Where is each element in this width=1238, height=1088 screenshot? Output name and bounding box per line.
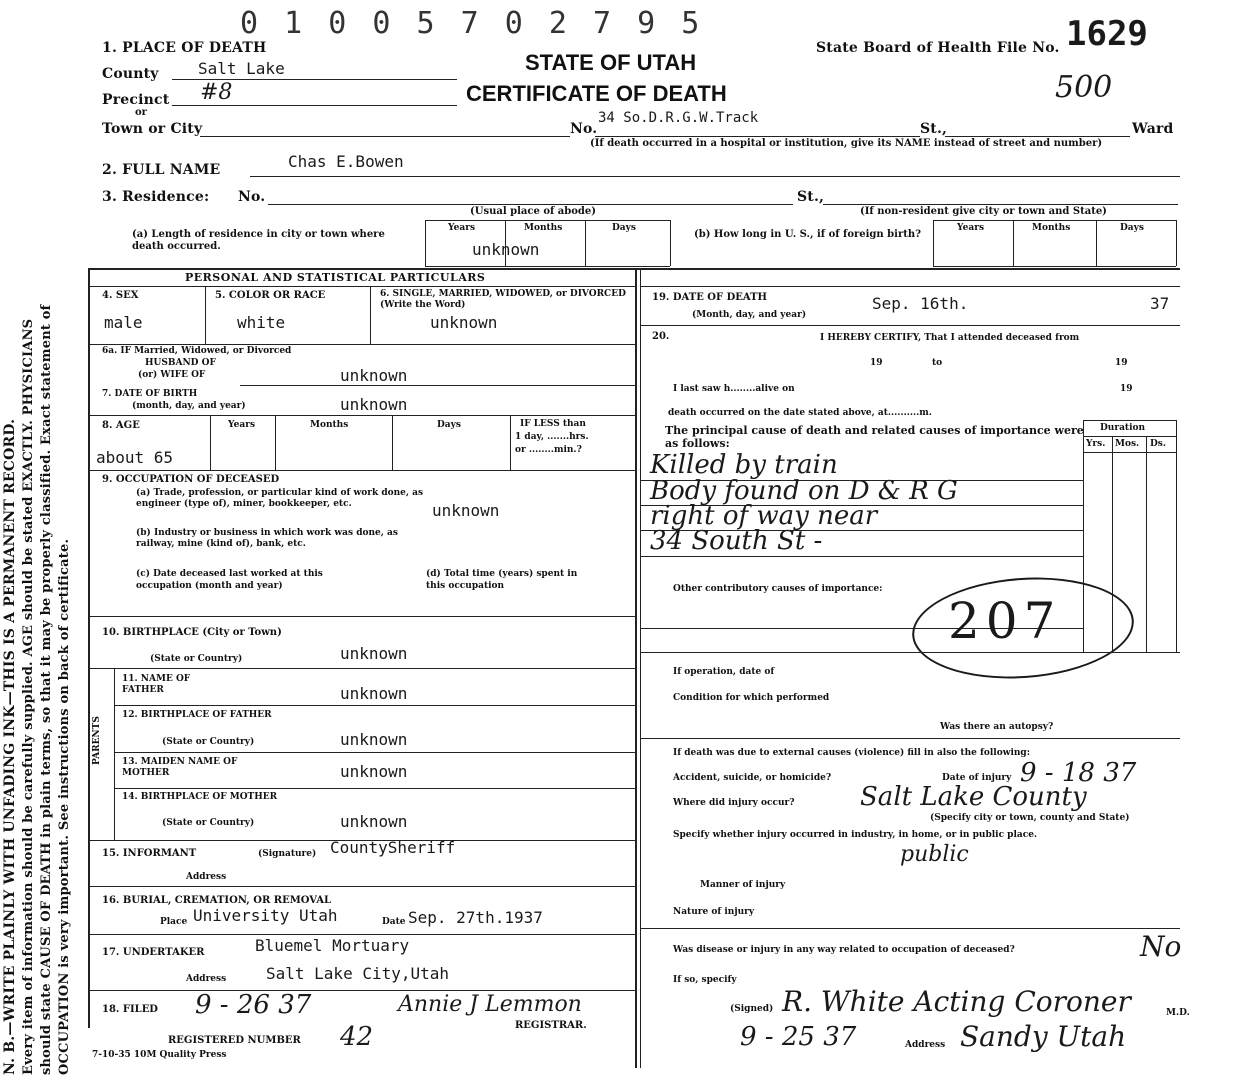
occupation-related-value: No xyxy=(1140,930,1182,963)
handwritten-note: 500 xyxy=(1055,70,1113,105)
father-label: 11. NAME OF FATHER xyxy=(122,674,191,695)
injury-where-sublabel: (Specify city or town, county and State) xyxy=(930,813,1130,823)
certify-to: to xyxy=(932,358,943,368)
full-name-label: 2. FULL NAME xyxy=(102,162,221,178)
or-label: or xyxy=(135,107,147,118)
dob-label-2: (month, day, and year) xyxy=(132,401,246,411)
spouse-value: unknown xyxy=(340,366,408,385)
marital-value: unknown xyxy=(430,313,498,332)
birthplace-label: 10. BIRTHPLACE (City or Town) xyxy=(102,627,282,638)
personal-header: PERSONAL AND STATISTICAL PARTICULARS xyxy=(185,271,486,284)
foreign-days-header: Days xyxy=(1120,223,1144,233)
usual-abode-note: (Usual place of abode) xyxy=(470,206,596,217)
coroner-address-value: Sandy Utah xyxy=(960,1020,1127,1053)
operation-label: If operation, date of xyxy=(673,667,775,677)
spouse-label-3: (or) WIFE OF xyxy=(138,370,206,380)
parents-tag: PARENTS xyxy=(92,716,102,765)
injury-date-value: 9 - 18 37 xyxy=(1020,758,1137,788)
dob-label-1: 7. DATE OF BIRTH xyxy=(102,389,198,399)
footer-form: 7-10-35 10M Quality Press xyxy=(92,1050,227,1060)
less-than-label-3: or ........min.? xyxy=(515,445,582,455)
birthplace-state-label: (State or Country) xyxy=(150,654,243,664)
injury-date-label: Date of injury xyxy=(942,773,1012,783)
coroner-address-label: Address xyxy=(905,1040,946,1050)
injury-where-label: Where did injury occur? xyxy=(673,798,795,808)
duration-yrs: Yrs. xyxy=(1086,439,1106,449)
cause-line-4: 34 South St - xyxy=(650,526,823,556)
occupation-c-label: (c) Date deceased last worked at this occupation (month and year) xyxy=(136,569,323,591)
age-months-label: Months xyxy=(310,420,349,430)
age-years-label: Years xyxy=(228,420,256,430)
side-line-2: Every item of information should be carefully supplied. AGE should be stated EXACTLY. PHYSICIANS xyxy=(21,318,36,1075)
autopsy-label: Was there an autopsy? xyxy=(940,722,1054,732)
death-year-value: 37 xyxy=(1150,294,1170,313)
undertaker-address-label: Address xyxy=(186,974,227,984)
cause-line-1: Killed by train xyxy=(650,450,838,480)
signed-date-value: 9 - 25 37 xyxy=(740,1022,857,1052)
less-than-label-2: 1 day, .......hrs. xyxy=(515,432,589,442)
state-title: STATE OF UTAH xyxy=(525,50,697,75)
spouse-label-1: 6a. IF Married, Widowed, or Divorced xyxy=(102,346,292,356)
death-date-sublabel: (Month, day, and year) xyxy=(692,310,807,320)
foreign-months-header: Months xyxy=(1032,223,1071,233)
registered-number-value: 42 xyxy=(340,1022,374,1052)
registrar-signature: Annie J Lemmon xyxy=(398,992,582,1017)
specify-label: Specify whether injury occurred in industry, in home, or in public place. xyxy=(673,830,1038,840)
side-line-1: N. B.—WRITE PLAINLY WITH UNFADING INK—THIS IS A PERMANENT RECORD. xyxy=(2,418,18,1075)
street-no-label: No. xyxy=(570,121,598,137)
mother-value: unknown xyxy=(340,762,408,781)
father-value: unknown xyxy=(340,684,408,703)
st-label: St., xyxy=(920,121,948,137)
death-date-label: 19. DATE OF DEATH xyxy=(652,292,767,303)
county-label: County xyxy=(102,66,159,82)
father-bp-state-label: (State or Country) xyxy=(162,737,255,747)
years-header: Years xyxy=(448,223,476,233)
manner-label: Manner of injury xyxy=(700,880,786,890)
md-label: M.D. xyxy=(1166,1008,1190,1018)
last-saw-label: I last saw h........alive on xyxy=(673,384,795,394)
days-header: Days xyxy=(612,223,636,233)
precinct-label: Precinct xyxy=(102,92,170,108)
registered-number-label: REGISTERED NUMBER xyxy=(168,1035,301,1046)
ward-label: Ward xyxy=(1132,121,1174,137)
county-value: Salt Lake xyxy=(198,59,285,78)
mother-birthplace-label: 14. BIRTHPLACE OF MOTHER xyxy=(122,792,278,802)
signed-label: (Signed) xyxy=(730,1004,774,1014)
registrar-label: REGISTRAR. xyxy=(515,1020,587,1031)
cause-label: The principal cause of death and related causes of importance were as follows: xyxy=(665,424,1084,450)
death-date-value: Sep. 16th. xyxy=(872,294,969,313)
condition-label: Condition for which performed xyxy=(673,693,830,703)
foreign-birth-label: (b) How long in U. S., if of foreign birth? xyxy=(694,229,921,240)
last-saw-19: 19 xyxy=(1120,384,1133,394)
accident-label: Accident, suicide, or homicide? xyxy=(673,773,832,783)
father-birthplace-value: unknown xyxy=(340,730,408,749)
informant-value: CountySheriff xyxy=(330,838,456,857)
certify-19-b: 19 xyxy=(1115,358,1128,368)
dob-value: unknown xyxy=(340,395,408,414)
mother-birthplace-value: unknown xyxy=(340,812,408,831)
signed-value: R. White Acting Coroner xyxy=(782,985,1131,1018)
undertaker-address-value: Salt Lake City,Utah xyxy=(266,964,450,983)
death-occurred-label: death occurred on the date stated above, at..........m. xyxy=(668,408,932,418)
occupation-a-label: (a) Trade, profession, or particular kind of work done, as engineer (type of), miner, bookkeeper, etc. xyxy=(136,488,424,509)
occupation-d-label: (d) Total time (years) spent in this occupation xyxy=(426,569,578,591)
certify-number: 20. xyxy=(652,331,670,342)
file-number: 1629 xyxy=(1066,14,1148,54)
certify-text: I HEREBY CERTIFY, That I attended deceased from xyxy=(820,333,1080,343)
mother-label: 13. MAIDEN NAME OF MOTHER xyxy=(122,757,238,778)
burial-place-label: Place xyxy=(160,917,188,927)
hospital-note: (If death occurred in a hospital or institution, give its NAME instead of street and number) xyxy=(590,138,1103,149)
file-number-label: State Board of Health File No. xyxy=(816,40,1060,56)
filed-label: 18. FILED xyxy=(102,1004,158,1015)
duration-header: Duration xyxy=(1100,423,1146,433)
duration-ds: Ds. xyxy=(1150,439,1167,449)
mother-bp-state-label: (State or Country) xyxy=(162,818,255,828)
residence-st-label: St., xyxy=(797,189,825,205)
race-label: 5. COLOR OR RACE xyxy=(215,290,326,301)
age-label: 8. AGE xyxy=(102,420,140,431)
serial-number: 0 1 0 0 5 7 0 2 7 9 5 xyxy=(240,6,704,41)
father-birthplace-label: 12. BIRTHPLACE OF FATHER xyxy=(122,710,272,720)
race-value: white xyxy=(237,313,286,332)
occupation-value: unknown xyxy=(432,501,500,520)
occupation-related-label: Was disease or injury in any way related to occupation of deceased? xyxy=(673,945,1015,955)
age-value: about 65 xyxy=(96,448,174,467)
nature-label: Nature of injury xyxy=(673,907,755,917)
side-line-3: should state CAUSE OF DEATH in plain terms, so that it may be properly classified. Exact statement of xyxy=(39,304,54,1075)
length-residence-label: (a) Length of residence in city or town where death occurred. xyxy=(132,229,385,252)
side-line-4: OCCUPATION is very important. See instructions on back of certificate. xyxy=(57,538,72,1075)
residence-label: 3. Residence: xyxy=(102,189,210,205)
sex-value: male xyxy=(104,313,143,332)
marital-label: 6. SINGLE, MARRIED, WIDOWED, or DIVORCED (Write the Word) xyxy=(380,289,626,310)
place-of-death-label: 1. PLACE OF DEATH xyxy=(102,40,267,56)
age-days-label: Days xyxy=(437,420,461,430)
undertaker-label: 17. UNDERTAKER xyxy=(102,947,205,958)
undertaker-value: Bluemel Mortuary xyxy=(255,936,410,955)
injury-where-value: Salt Lake County xyxy=(860,782,1087,812)
birthplace-value: unknown xyxy=(340,644,408,663)
burial-date-label: Date xyxy=(382,917,406,927)
side-instructions xyxy=(0,35,74,1075)
occupation-label: 9. OCCUPATION OF DECEASED xyxy=(102,474,280,485)
code-value: 207 xyxy=(948,592,1062,650)
specify-value: public xyxy=(900,842,969,867)
burial-place-value: University Utah xyxy=(193,906,338,925)
months-header: Months xyxy=(524,223,563,233)
full-name-value: Chas E.Bowen xyxy=(288,152,404,171)
occupation-b-label: (b) Industry or business in which work was done, as railway, mine (kind of), bank, etc. xyxy=(136,528,398,549)
external-causes-label: If death was due to external causes (violence) fill in also the following: xyxy=(673,748,1031,758)
residence-length-value: unknown xyxy=(472,240,540,259)
spouse-label-2: HUSBAND OF xyxy=(145,358,216,368)
street-value: 34 So.D.R.G.W.Track xyxy=(598,110,759,126)
sex-label: 4. SEX xyxy=(102,290,139,301)
duration-mos: Mos. xyxy=(1115,439,1140,449)
other-causes-label: Other contributory causes of importance: xyxy=(673,584,883,594)
precinct-value: #8 xyxy=(200,80,233,105)
certificate-title: CERTIFICATE OF DEATH xyxy=(466,81,727,106)
town-label: Town or City xyxy=(102,121,203,137)
filed-value: 9 - 26 37 xyxy=(195,990,312,1020)
burial-date-value: Sep. 27th.1937 xyxy=(408,908,543,927)
informant-label: 15. INFORMANT xyxy=(102,848,197,859)
less-than-label-1: IF LESS than xyxy=(520,419,586,429)
informant-signature-label: (Signature) xyxy=(258,849,317,859)
certify-19-a: 19 xyxy=(870,358,883,368)
cause-line-2: Body found on D & R G xyxy=(650,476,958,506)
burial-label: 16. BURIAL, CREMATION, OR REMOVAL xyxy=(102,895,332,906)
informant-address-label: Address xyxy=(186,872,227,882)
foreign-years-header: Years xyxy=(957,223,985,233)
if-so-label: If so, specify xyxy=(673,975,737,985)
cause-line-3: right of way near xyxy=(650,501,878,531)
nonresident-note: (If non-resident give city or town and State) xyxy=(860,206,1107,217)
residence-no-label: No. xyxy=(238,189,266,205)
